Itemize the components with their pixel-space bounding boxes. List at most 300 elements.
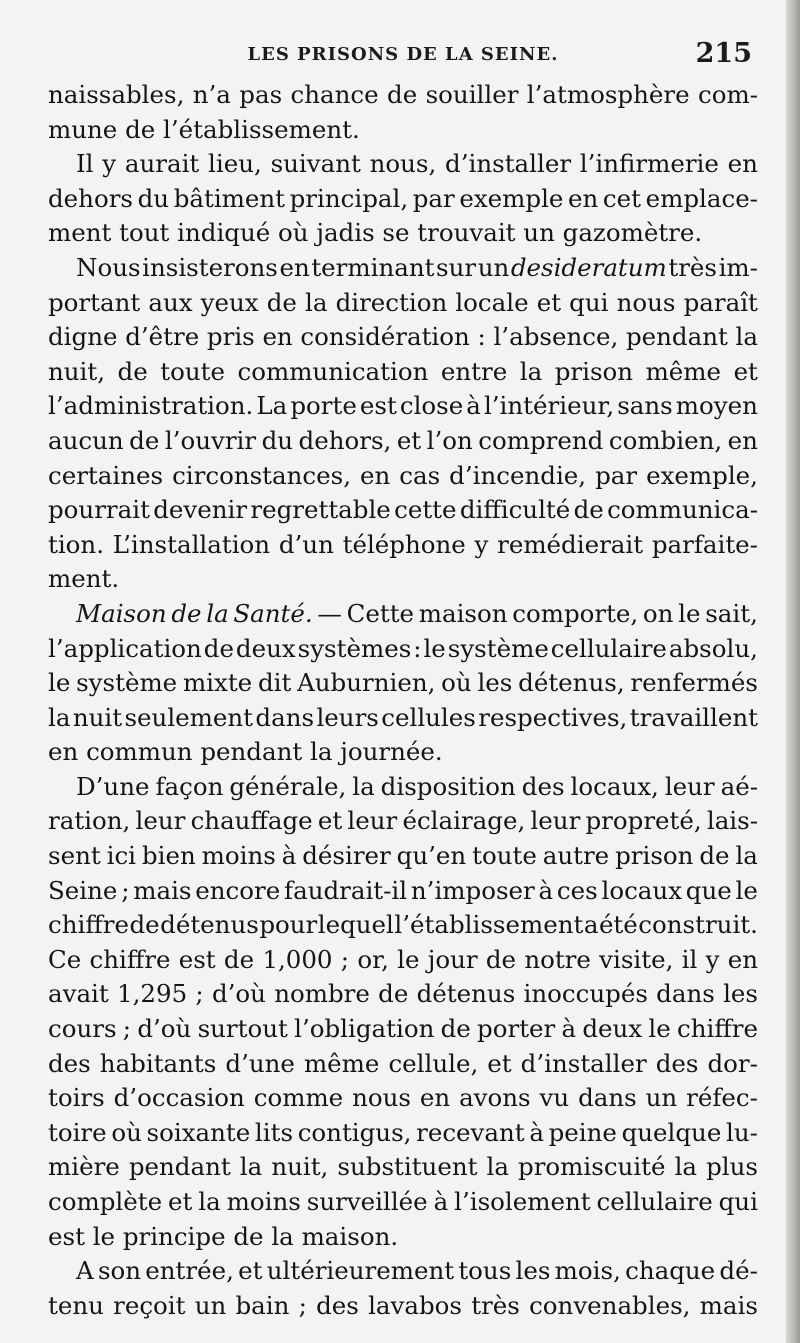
word: leur	[135, 806, 186, 836]
word: contigus,	[297, 1117, 412, 1147]
word: construit.	[638, 910, 758, 940]
word: de	[117, 356, 148, 386]
word: sans	[617, 391, 673, 421]
word: où	[441, 668, 472, 698]
word: son	[97, 1256, 142, 1286]
word: des	[316, 1290, 359, 1320]
word: et	[238, 1256, 263, 1286]
word: dans	[656, 979, 715, 1009]
word: disposition	[380, 771, 516, 801]
word: l’absence,	[493, 322, 619, 352]
word: jour	[427, 944, 478, 974]
word: toute	[472, 841, 537, 871]
word: d’être	[125, 322, 200, 352]
word: à	[466, 391, 481, 421]
word: communica-	[607, 495, 758, 525]
word: parfaite-	[651, 529, 758, 559]
word: Il	[76, 149, 94, 179]
line-text: ment.	[48, 564, 120, 594]
word: du	[137, 183, 170, 213]
word: L’installation	[112, 529, 271, 559]
text-line	[48, 251, 758, 286]
word: de	[129, 425, 160, 455]
word: même	[303, 1048, 380, 1078]
text-line	[48, 1150, 758, 1185]
word: combien,	[608, 425, 723, 455]
word: cellulaire	[596, 1187, 713, 1216]
word: d’installer	[520, 1048, 647, 1078]
word: l’on	[426, 425, 473, 455]
word: avait	[48, 979, 109, 1009]
word: en	[727, 149, 758, 179]
word: chaque	[625, 1256, 716, 1286]
word: à	[561, 1014, 577, 1044]
word: que	[685, 875, 732, 905]
word: lavabos	[368, 1290, 462, 1320]
word: Cette	[346, 598, 415, 628]
word: plus	[706, 1152, 758, 1182]
word: avons	[459, 1083, 531, 1113]
word: d’installer	[445, 149, 572, 179]
word: à	[529, 1117, 544, 1147]
word: close	[399, 391, 464, 421]
word: suivant	[270, 149, 361, 179]
word: d’où	[137, 1014, 192, 1044]
word: vu	[539, 1083, 570, 1113]
word: ;	[340, 944, 350, 974]
word: insisterons	[142, 252, 278, 282]
word: Seine	[48, 875, 118, 905]
word: est	[359, 391, 397, 421]
word: la	[674, 1152, 698, 1182]
word: façon	[155, 771, 224, 801]
word: la	[352, 771, 375, 801]
word: comme	[253, 1083, 344, 1113]
word: le	[648, 1014, 671, 1044]
word: quelque	[621, 1117, 722, 1147]
word: pourrait	[48, 495, 150, 525]
word: direction	[335, 287, 448, 317]
word: aurait	[124, 149, 200, 179]
word: qu’en	[396, 841, 467, 871]
text-line	[48, 804, 758, 839]
word: communication	[237, 356, 429, 386]
text-line	[48, 182, 758, 217]
text-line	[48, 147, 758, 182]
word: certaines	[48, 460, 164, 490]
text-line	[48, 493, 758, 528]
word: ces	[556, 875, 598, 905]
word: surtout	[197, 1014, 288, 1044]
word: où	[111, 1117, 142, 1147]
text-line	[48, 1289, 758, 1324]
word: A	[76, 1256, 94, 1286]
word: peine	[548, 1117, 617, 1147]
word: encore	[195, 875, 281, 905]
word: de	[266, 287, 297, 317]
word: lits	[254, 1117, 294, 1147]
word: ultérieurement	[266, 1256, 455, 1286]
word: l’application	[48, 633, 202, 663]
word: la	[206, 598, 229, 628]
word: l’obligation	[294, 1014, 435, 1044]
word: respectives,	[478, 702, 628, 732]
word: système	[76, 668, 178, 698]
text-line	[48, 1116, 758, 1151]
word: toire	[48, 1117, 107, 1147]
word: soixante	[146, 1117, 251, 1147]
word: Maison	[76, 598, 167, 628]
word: moins	[226, 1187, 301, 1216]
word: leurs	[316, 702, 379, 732]
word: par	[412, 183, 455, 213]
text-line	[48, 320, 758, 355]
word: chauffage	[190, 806, 313, 836]
word: porte	[290, 391, 357, 421]
word: un	[194, 1290, 227, 1320]
word: le	[397, 944, 420, 974]
word: prison	[554, 356, 634, 386]
word: lieu,	[208, 149, 262, 179]
word: porter	[477, 1014, 556, 1044]
word: aux	[148, 287, 193, 317]
word: l’administration.	[48, 391, 254, 421]
word: cellules	[381, 702, 476, 732]
word: desideratum	[510, 252, 667, 282]
word: remédierait	[497, 529, 644, 559]
word: substituent	[337, 1152, 478, 1182]
word: maison	[418, 598, 508, 628]
word: est	[178, 944, 216, 974]
word: yeux	[200, 287, 259, 317]
word: générale,	[229, 771, 347, 801]
word: un	[477, 252, 510, 282]
word: l’ouvrir	[164, 425, 257, 455]
word: du	[261, 425, 294, 455]
word: pendant	[625, 322, 728, 352]
word: l’atmosphère	[526, 80, 690, 109]
word: ici	[106, 841, 137, 871]
word: D’une	[76, 771, 150, 801]
word: seulement	[124, 702, 254, 732]
word: de	[440, 1014, 471, 1044]
word: de	[203, 633, 234, 663]
text-line	[48, 908, 758, 943]
word: chance	[290, 80, 379, 109]
text-line	[48, 562, 758, 597]
word: à	[281, 841, 297, 871]
text-line	[48, 943, 758, 978]
page-number: 215	[695, 38, 752, 69]
word: pas	[239, 80, 283, 109]
word: système	[447, 633, 549, 663]
text-line	[48, 874, 758, 909]
text-line	[48, 597, 758, 632]
word: portant	[48, 287, 141, 317]
word: paraît	[683, 287, 758, 317]
text-line	[48, 1012, 758, 1047]
word: en	[568, 183, 599, 213]
word: bien	[141, 841, 196, 871]
word: de	[485, 944, 517, 974]
word: cette	[394, 495, 457, 525]
word: inoccupés	[523, 979, 648, 1009]
word: considération	[300, 322, 470, 352]
word: faudrait-il	[284, 875, 408, 905]
line-text: ment tout indiqué où jadis se trouvait un gazomètre.	[48, 218, 703, 248]
text-line	[48, 977, 758, 1012]
word: locaux,	[570, 771, 659, 801]
word: le	[678, 598, 701, 628]
line-text: en commun pendant la journée.	[48, 737, 443, 767]
word: emplace-	[645, 183, 758, 213]
word: chiffre	[48, 910, 129, 940]
word: absolu,	[668, 633, 758, 663]
word: cellulaire	[550, 633, 667, 663]
word: mais	[133, 875, 192, 905]
word: la	[735, 322, 758, 352]
word: éclairage,	[402, 806, 526, 836]
word: comporte,	[512, 598, 639, 628]
text-line	[48, 389, 758, 424]
page-header	[48, 38, 758, 78]
word: et	[536, 287, 562, 317]
word: qui	[569, 287, 609, 317]
word: dans	[255, 702, 315, 732]
word: —	[317, 598, 342, 628]
word: prison	[615, 841, 694, 871]
word: propreté,	[585, 806, 702, 836]
word: ration,	[48, 806, 131, 836]
word: de	[378, 979, 409, 1009]
word: devenir	[153, 495, 248, 525]
word: en	[262, 322, 293, 352]
word: bain	[235, 1290, 290, 1320]
word: des	[521, 771, 565, 801]
word: convenables,	[529, 1290, 691, 1320]
word: à	[433, 1187, 449, 1216]
word: leur	[347, 806, 398, 836]
word: renfermés	[630, 668, 758, 698]
word: la	[519, 356, 543, 386]
word: la	[486, 1152, 509, 1182]
word: d’un	[278, 529, 334, 559]
word: comprend	[478, 425, 604, 455]
word: toirs	[48, 1083, 105, 1113]
word: promiscuité	[518, 1152, 666, 1182]
word: nous	[616, 287, 676, 317]
word: toute	[160, 356, 225, 386]
word: regrettable	[250, 495, 391, 525]
word: cet	[602, 183, 641, 213]
word: d’occasion	[113, 1083, 245, 1113]
word: de	[171, 598, 202, 628]
line-text: mune de l’établissement.	[48, 114, 360, 144]
word: nous,	[369, 149, 437, 179]
word: dans	[578, 1083, 637, 1113]
word: tous	[458, 1256, 512, 1286]
word: terminant	[311, 252, 435, 282]
word: et	[733, 356, 758, 386]
word: entrée,	[145, 1256, 234, 1286]
word: pour	[259, 910, 318, 940]
text-line	[48, 459, 758, 494]
word: le	[48, 668, 71, 698]
word: cours	[48, 1014, 117, 1044]
word: notre	[524, 944, 591, 974]
word: lais-	[706, 806, 758, 836]
word: réfec-	[686, 1083, 758, 1113]
word: l’établissement	[394, 910, 584, 940]
text-line	[48, 1254, 758, 1289]
word: même	[645, 356, 722, 386]
word: leur	[530, 806, 581, 836]
word: très	[668, 252, 718, 282]
word: complète	[48, 1187, 163, 1216]
word: leur	[664, 771, 715, 801]
word: on	[642, 598, 674, 628]
word: chiffre	[89, 944, 171, 974]
word: Auburnien,	[297, 668, 436, 698]
word: n’imposer	[410, 875, 535, 905]
word: exemple,	[646, 460, 758, 490]
word: d’incendie,	[449, 460, 587, 490]
word: y	[705, 944, 720, 974]
word: la	[198, 1187, 221, 1216]
word: ;	[195, 979, 204, 1009]
word: recevant	[416, 1117, 525, 1147]
word: moyen	[675, 391, 758, 421]
word: un	[645, 1083, 678, 1113]
word: et	[317, 806, 343, 836]
text-line	[48, 1081, 758, 1116]
word: digne	[48, 322, 118, 352]
word: visite,	[599, 944, 674, 974]
word: sent	[48, 841, 101, 871]
text-line	[48, 632, 758, 667]
word: dehors,	[298, 425, 392, 455]
word: l’isolement	[454, 1187, 591, 1216]
word: et	[168, 1187, 193, 1216]
page-edge-shadow	[786, 0, 800, 1343]
word: pendant	[128, 1152, 231, 1182]
text-line	[48, 528, 758, 563]
word: de	[573, 495, 604, 525]
word: chiffre	[676, 1014, 758, 1044]
word: des	[655, 1048, 699, 1078]
word: difficulté	[459, 495, 571, 525]
word: nous	[352, 1083, 411, 1113]
word: autre	[542, 841, 610, 871]
word: bâtiment	[173, 183, 286, 213]
word: 1,000	[262, 944, 333, 974]
word: de	[699, 841, 730, 871]
word: et	[487, 1048, 512, 1078]
word: reçoit	[113, 1290, 186, 1320]
word: surveillée	[306, 1187, 428, 1216]
word: la	[305, 287, 328, 317]
text-line	[48, 1185, 758, 1220]
word: Santé.	[233, 598, 313, 628]
word: en	[727, 425, 758, 455]
word: été	[598, 910, 638, 940]
word: cellule,	[388, 1048, 479, 1078]
text-line	[48, 1047, 758, 1082]
word: et	[396, 425, 422, 455]
word: naissables,	[48, 80, 185, 109]
word: détenus	[416, 979, 516, 1009]
word: aucun	[48, 425, 124, 455]
word: nuit,	[271, 1152, 329, 1182]
text-line	[48, 839, 758, 874]
word: de	[223, 944, 255, 974]
word: tenu	[48, 1290, 104, 1320]
word: le	[423, 633, 446, 663]
text-line	[48, 701, 758, 736]
word: la	[48, 702, 71, 732]
word: par	[595, 460, 638, 490]
word: mois,	[554, 1256, 621, 1286]
word: mière	[48, 1152, 120, 1182]
word: mais	[699, 1290, 758, 1320]
word: l’intérieur,	[483, 391, 615, 421]
text-line	[48, 78, 758, 113]
word: le	[735, 875, 758, 905]
word: y	[102, 149, 117, 179]
word: exemple	[459, 183, 564, 213]
word: 1,295	[117, 979, 188, 1009]
word: deux	[582, 1014, 643, 1044]
word: les	[515, 1256, 551, 1286]
word: dehors	[48, 183, 133, 213]
word: nombre	[274, 979, 370, 1009]
word: or,	[357, 944, 389, 974]
word: pris	[206, 322, 255, 352]
text-line	[48, 424, 758, 459]
word: dor-	[707, 1048, 758, 1078]
word: mixte	[182, 668, 253, 698]
word: La	[256, 391, 288, 421]
word: a	[583, 910, 599, 940]
word: en	[359, 460, 391, 490]
word: Nous	[76, 252, 141, 282]
word: détenus	[160, 910, 259, 940]
word: dé-	[719, 1256, 758, 1286]
word: de	[129, 910, 160, 940]
text-line	[48, 113, 758, 148]
word: moins	[201, 841, 276, 871]
word: aé-	[720, 771, 758, 801]
word: nuit	[72, 702, 123, 732]
word: nuit,	[48, 356, 106, 386]
word: il	[681, 944, 698, 974]
word: sur	[436, 252, 477, 282]
word: la	[735, 841, 758, 871]
word: lequel	[317, 910, 394, 940]
word: la	[239, 1152, 263, 1182]
word: locale	[455, 287, 529, 317]
word: com-	[697, 80, 758, 109]
word: l’infirmerie	[579, 149, 719, 179]
word: d’où	[211, 979, 266, 1009]
text-line	[48, 735, 758, 770]
text-line	[48, 216, 758, 251]
word: sait,	[705, 598, 758, 628]
body-text	[48, 78, 758, 1323]
word: les	[723, 979, 758, 1009]
word: d’une	[225, 1048, 295, 1078]
text-line	[48, 1220, 758, 1255]
